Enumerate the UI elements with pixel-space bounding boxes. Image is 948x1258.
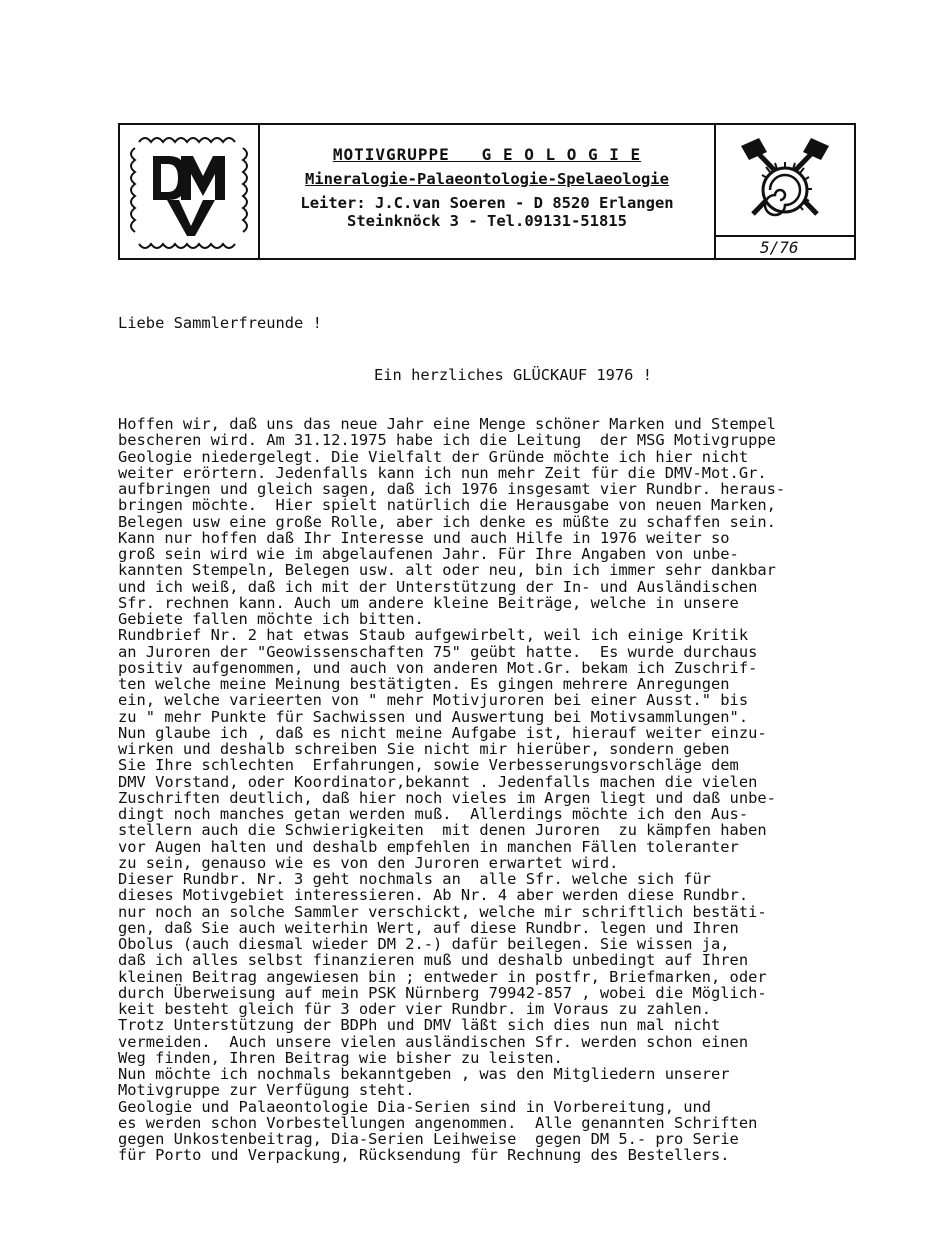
letterhead bbox=[118, 123, 856, 260]
letter-line: Belegen usw eine große Rolle, aber ich denke es müßte zu schaffen sein. bbox=[118, 512, 776, 531]
letter-line: ein, welche varieerten von " mehr Motivjuroren bei einer Ausst." bis bbox=[118, 691, 749, 710]
letter-line: Geologie und Palaeontologie Dia-Serien sind in Vorbereitung, und bbox=[118, 1097, 712, 1116]
letter-line: weiter erörtern. Jedenfalls kann ich nun mehr Zeit für die DMV-Mot.Gr. bbox=[118, 463, 767, 482]
letter-line: dieses Motivgebiet interessieren. Ab Nr. 4 aber werden diese Rundbr. bbox=[118, 886, 749, 905]
emblem-cell bbox=[714, 125, 854, 258]
contact-block bbox=[300, 194, 673, 230]
letter-line: zu sein, genauso wie es von den Juroren erwartet wird. bbox=[118, 853, 619, 872]
letter-line: Obolus (auch diesmal wieder DM 2.-) dafür beilegen. Sie wissen ja, bbox=[118, 935, 730, 953]
letter-line: Trotz Unterstützung der BDPh und DMV läßt sich dies nun mal nicht bbox=[118, 1016, 721, 1035]
letter-line: keit besteht gleich für 3 oder vier Rundbr. im Voraus zu zahlen. bbox=[118, 1000, 712, 1018]
letter-line: für Porto und Verpackung, Rücksendung für Rechnung des Bestellers. bbox=[118, 1146, 730, 1165]
letter-line: positiv aufgenommen, und auch von anderen Mot.Gr. bekam ich Zuschrif- bbox=[118, 658, 758, 677]
issue-divider bbox=[716, 235, 854, 237]
dmv-logo-icon bbox=[125, 128, 253, 256]
emblem-box bbox=[716, 125, 854, 235]
letter-line: Zuschriften deutlich, daß hier noch vieles im Argen liegt und daß unbe- bbox=[118, 788, 776, 807]
letter-line: vor Augen halten und deshalb empfehlen in manchen Fällen toleranter bbox=[118, 837, 739, 856]
leader-line: Leiter: J.C.van Soeren - D 8520 Erlangen bbox=[300, 194, 674, 212]
letter-line: bringen möchte. Hier spielt natürlich die Herausgabe von neuen Marken, bbox=[118, 496, 776, 515]
letter-line: groß sein wird wie im abgelaufenen Jahr. Für Ihre Angaben von unbe- bbox=[118, 545, 739, 563]
letter-line: zu " mehr Punkte für Sachwissen und Auswertung bei Motivsammlungen". bbox=[118, 707, 749, 726]
title-cell bbox=[260, 125, 714, 258]
letter-line: DMV Vorstand, oder Koordinator,bekannt . Jedenfalls machen die vielen bbox=[118, 772, 758, 791]
letter-line: gen, daß Sie auch weiterhin Wert, auf diese Rundbr. legen und Ihren bbox=[118, 918, 739, 937]
letter-line: Motivgruppe zur Verfügung steht. bbox=[118, 1081, 415, 1100]
letter-line: Nun glaube ich , daß es nicht meine Aufgabe ist, hierauf weiter einzu- bbox=[118, 723, 767, 742]
greeting: Ein herzliches GLÜCKAUF 1976 ! bbox=[374, 366, 652, 385]
logo-cell bbox=[120, 125, 260, 258]
letter-line: und ich weiß, daß ich mit der Unterstützung der In- und Ausländischen bbox=[118, 577, 758, 596]
letter-line: nur noch an solche Sammler verschickt, welche mir schriftlich bestäti- bbox=[118, 902, 767, 921]
salutation: Liebe Sammlerfreunde ! bbox=[118, 313, 322, 332]
letter-line: Weg finden, Ihren Beitrag wie bisher zu leisten. bbox=[118, 1048, 563, 1067]
letter-line: ten welche meine Meinung bestätigten. Es gingen mehrere Anregungen bbox=[118, 675, 730, 693]
group-title: MOTIVGRUPPE G E O L O G I E bbox=[332, 145, 642, 164]
letter-line: Sfr. rechnen kann. Auch um andere kleine Beiträge, welche in unsere bbox=[118, 593, 739, 612]
letter-line: Rundbrief Nr. 2 hat etwas Staub aufgewirbelt, weil ich einige Kritik bbox=[118, 626, 749, 645]
letter-line: wirken und deshalb schreiben Sie nicht mir hierüber, sondern geben bbox=[118, 740, 730, 758]
letter-body bbox=[118, 282, 898, 1180]
letter-line: dingt noch manches getan werden muß. Allerdings möchte ich den Aus- bbox=[118, 805, 749, 823]
letter-line: Gebiete fallen möchte ich bitten. bbox=[118, 610, 424, 628]
subtitle: Mineralogie-Palaeontologie-Spelaeologie bbox=[305, 170, 669, 188]
letter-line: stellern auch die Schwierigkeiten mit denen Juroren zu kämpfen haben bbox=[118, 821, 767, 840]
letter-line: Hoffen wir, daß uns das neue Jahr eine Menge schöner Marken und Stempel bbox=[118, 415, 776, 433]
letter-line: aufbringen und gleich sagen, daß ich 1976 insgesamt vier Rundbr. heraus- bbox=[118, 480, 786, 498]
letter-line: kleinen Beitrag angewiesen bin ; entweder in postfr, Briefmarken, oder bbox=[118, 967, 767, 986]
letter-line: Kann nur hoffen daß Ihr Interesse und auch Hilfe in 1976 weiter so bbox=[118, 528, 730, 547]
letter-line: kannten Stempeln, Belegen usw. alt oder neu, bin ich immer sehr dankbar bbox=[118, 561, 776, 580]
letter-line: an Juroren der "Geowissenschaften 75" geübt hatte. Es wurde durchaus bbox=[118, 642, 758, 661]
letter-line: Geologie niedergelegt. Die Vielfalt der Gründe möchte ich hier nicht bbox=[118, 447, 749, 466]
address-line: Steinknöck 3 - Tel.09131-51815 bbox=[347, 212, 627, 230]
issue-number: 5/76 bbox=[760, 238, 799, 257]
letter-line: bescheren wird. Am 31.12.1975 habe ich die Leitung der MSG Motivgruppe bbox=[118, 431, 776, 450]
hammer-ammonite-icon bbox=[737, 134, 833, 226]
letter-line: vermeiden. Auch unsere vielen ausländischen Sfr. werden schon einen bbox=[118, 1032, 749, 1051]
letter-line: daß ich alles selbst finanzieren muß und deshalb unbedingt auf Ihren bbox=[118, 951, 749, 970]
letter-line: Nun möchte ich nochmals bekanntgeben , was den Mitgliedern unserer bbox=[118, 1065, 730, 1083]
letter-line: gegen Unkostenbeitrag, Dia-Serien Leihweise gegen DM 5.- pro Serie bbox=[118, 1130, 739, 1148]
letter-lines bbox=[118, 416, 898, 1164]
letter-line: Dieser Rundbr. Nr. 3 geht nochmals an alle Sfr. welche sich für bbox=[118, 870, 712, 888]
letter-line: Sie Ihre schlechten Erfahrungen, sowie Verbesserungsvorschläge dem bbox=[118, 756, 739, 775]
letter-line: es werden schon Vorbestellungen angenommen. Alle genannten Schriften bbox=[118, 1113, 758, 1132]
letter-line: durch Überweisung auf mein PSK Nürnberg 79942-857 , wobei die Möglich- bbox=[118, 983, 767, 1002]
